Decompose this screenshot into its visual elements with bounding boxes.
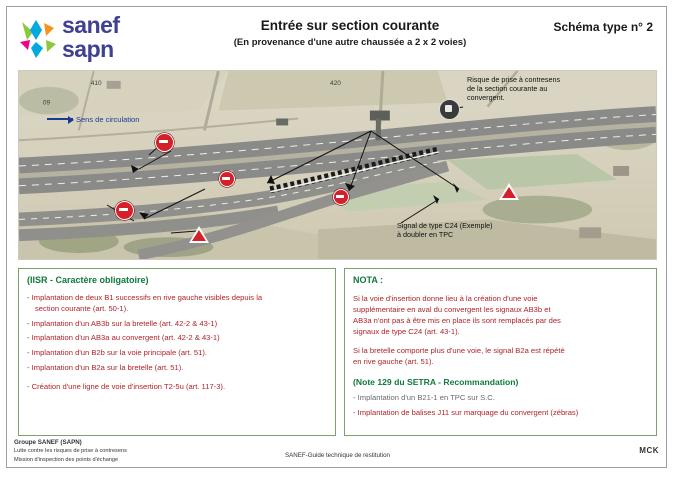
- panel-right-heading: NOTA :: [353, 275, 383, 285]
- nota-p1-line-1: Si la voie d'insertion donne lieu à la création d'une voie: [353, 294, 538, 303]
- logo-line-2: sapn: [62, 36, 114, 62]
- list-item: - Implantation d'un AB3a au convergent (art. 42-2 & 43-1): [27, 333, 220, 343]
- list-item-line-2: section courante (art. 50-1).: [35, 303, 129, 313]
- footer-left-line-2: Lutte contre les risques de prise à contresens: [14, 448, 127, 455]
- callout-risk-line-1: Risque de prise à contresens: [467, 75, 561, 84]
- sign-ab3a-convergent: [499, 183, 519, 200]
- direction-legend-label: Sens de circulation: [76, 115, 140, 124]
- list-item: - Implantation d'un B2a sur la bretelle (art. 51).: [27, 362, 184, 372]
- sign-b1-second: [155, 133, 174, 152]
- callout-c24: [397, 221, 492, 239]
- logo-mark-icon: [16, 18, 58, 60]
- sign-b2a-ramp: [333, 189, 349, 205]
- nota-paragraph-2: [353, 345, 648, 367]
- aerial-diagram: [18, 70, 657, 260]
- logo-line-1: sanef: [62, 12, 120, 38]
- panel-nota: [344, 268, 657, 436]
- callout-c24-line-1: Signal de type C24 (Exemple): [397, 221, 493, 230]
- callout-risk-line-3: convergent.: [467, 93, 505, 102]
- panel-right-subheading: (Note 129 du SETRA - Recommandation): [353, 377, 519, 387]
- svg-text:410: 410: [90, 79, 102, 87]
- callout-contresens-risk: [467, 75, 560, 102]
- footer-initials: MCK: [639, 446, 659, 455]
- panel-left-heading: (IISR - Caractère obligatoire): [27, 275, 149, 285]
- document-title-block: [200, 18, 500, 48]
- sign-ab3b-ramp: [189, 226, 209, 243]
- sign-b2b-main-carriageway: [219, 171, 235, 187]
- list-item-line-1: - Implantation de deux B1 successifs en rive gauche visibles depuis la: [27, 293, 263, 302]
- footer-center: SANEF-Guide technique de restitution: [285, 452, 390, 459]
- nota-paragraph-1: [353, 293, 648, 337]
- logo-wordmark: [62, 14, 120, 62]
- footer-left-line-3: Mission d'inspection des points d'échange: [14, 456, 119, 463]
- sanef-sapn-logo: [16, 14, 176, 64]
- list-item: - Création d'une ligne de voie d'insertion T2-5u (art. 117-3).: [27, 381, 226, 391]
- list-item: - Implantation d'un AB3b sur la bretelle (art. 42-2 & 43-1): [27, 318, 218, 328]
- callout-c24-line-2: à doubler en TPC: [397, 230, 454, 239]
- callout-risk-line-2: de la section courante au: [467, 84, 548, 93]
- nota-p1-line-4: signaux de type C24 (art. 43-1).: [353, 327, 460, 336]
- schema-type-label: Schéma type n° 2: [553, 20, 653, 34]
- nota-p2-line-1: Si la bretelle comporte plus d'une voie, le signal B2a est répété: [353, 346, 565, 355]
- panel-iisr-obligatoire: [18, 268, 336, 436]
- svg-text:420: 420: [330, 79, 341, 87]
- footer-org: Groupe SANEF (SAPN): [14, 439, 82, 446]
- sign-c24-example: [439, 99, 460, 120]
- list-item: - Implantation d'un B21-1 en TPC sur S.C.: [353, 393, 495, 402]
- nota-p1-line-2: supplémentaire en aval du convergent les signaux AB3b et: [353, 305, 551, 314]
- page-subtitle: (En provenance d'une autre chaussée a 2 x 2 voies): [233, 37, 467, 48]
- annotation-leaders: [19, 71, 657, 260]
- list-item: - Implantation d'un B2b sur la voie principale (art. 51).: [27, 348, 207, 358]
- list-item: - Implantation de balises J11 sur marquage du convergent (zébras): [353, 407, 579, 417]
- list-item: [27, 293, 327, 315]
- page-title: Entrée sur section courante: [260, 18, 440, 33]
- nota-p1-line-3: AB3a n'ont pas à être mis en place ils sont remplacés par des: [353, 316, 561, 325]
- nota-p2-line-2: en rive gauche (art. 51).: [353, 357, 434, 366]
- sign-b1-first: [115, 201, 134, 220]
- svg-text:09: 09: [42, 99, 51, 107]
